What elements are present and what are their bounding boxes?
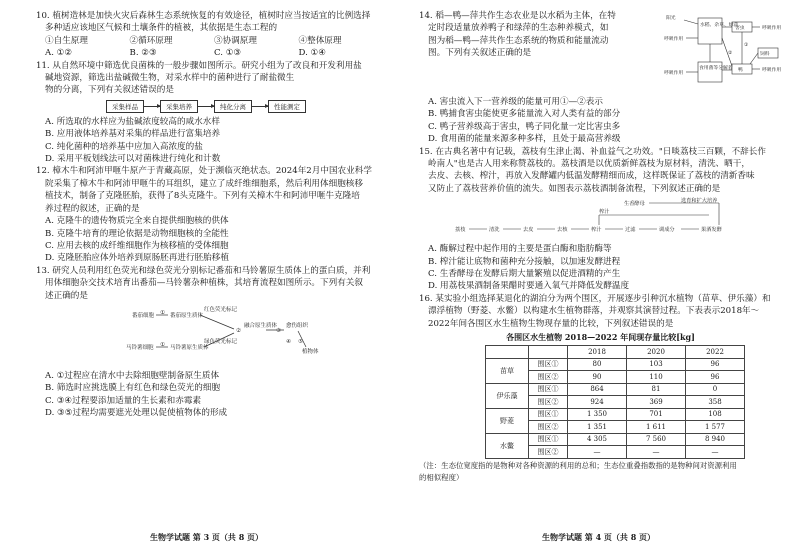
q10-option-c: C. ①③ — [214, 48, 242, 59]
q14-stem-line4: 图。下列有关叙述正确的是 — [428, 48, 532, 59]
q16-year-2018: 2018 — [568, 346, 627, 359]
q16-table-title: 各围区水生植物 2018—2022 年间现存量比较[kg] — [506, 332, 695, 343]
q16-stem-line3: 2022年间各围区水生植物生物现存量的比较，下列叙述错误的是 — [428, 318, 674, 329]
q16-biomass-table — [485, 345, 745, 459]
q11-option-b: B. 应用液体培养基对采集的样品进行富集培养 — [45, 129, 221, 140]
q16-year-2020: 2020 — [627, 346, 686, 359]
q13-fused-protoplast: 融合原生质体 — [244, 322, 278, 329]
q16-year-2022: 2022 — [686, 346, 745, 359]
q16-zone: 围区② — [529, 396, 568, 409]
q12-stem-line4: 养过程的叙述，正确的是 — [45, 203, 140, 214]
q10-item-4: ④整体原理 — [298, 35, 342, 46]
q14-stem-line3: 图为稻—鸭—萍共作生态系统的物质和能量流动 — [428, 35, 609, 46]
q15-step-2: 清洗 — [489, 227, 500, 234]
q16-cell: 8 940 — [686, 433, 745, 446]
q11-flow-step-4: 性能测定 — [268, 100, 306, 113]
q15-stem-line4: 又防止了荔枝营养价值的流失。如图表示荔枝酒制备流程，下列叙述正确的是 — [428, 183, 721, 194]
q11-flow-step-2: 采集培养 — [160, 100, 198, 113]
q11-stem-line1: 11. 从自然环境中筛选优良菌株的一般步骤如图所示。研究小组为了改良和开发利用盐 — [36, 60, 362, 71]
q13-step-3: ③ — [276, 327, 281, 334]
q13-option-a: A. ①过程应在清水中去除细胞壁制备原生质体 — [45, 370, 220, 381]
q16-cell: 0 — [686, 383, 745, 396]
question-13 — [36, 265, 383, 420]
q13-option-c: C. ③④过程要添加适量的生长素和赤霉素 — [45, 395, 202, 406]
q16-cell: 864 — [568, 383, 627, 396]
q15-option-b: B. 榨汁能让底物和菌种充分接触，以加速发酵进程 — [428, 256, 621, 267]
q14-duck: 鸭 — [738, 68, 743, 73]
q15-step-4: 去核 — [557, 227, 568, 234]
q16-plant: 苗草 — [486, 358, 529, 383]
q13-step-2: ② — [236, 327, 241, 334]
q15-step-3: 去皮 — [523, 227, 534, 234]
q16-cell: 90 — [568, 371, 627, 384]
q15-step-5: 榨汁 — [591, 227, 602, 234]
q14-stem-line1: 14. 稻—鸭—萍共作生态农业是以水稻为主体，在特 — [419, 11, 616, 21]
q16-plant: 野菱 — [486, 408, 529, 433]
q12-stem-line3: 植技术，制备了克隆胚胎，获得了8头克隆牛。下列有关樟木牛和阿沛甲咂牛克隆培 — [45, 191, 360, 202]
q15-option-d: D. 用荔枝果酒制备果醋时要通入氧气并降低发酵温度 — [428, 281, 630, 292]
q14-breath-4: 呼吸作用 — [664, 71, 684, 76]
q13-potato-protoplast: 马铃薯原生质体 — [170, 344, 209, 351]
q16-stem-line2: 漂浮植物（野菱、水鳖）以构建水生植物群落，并观察其演替过程。下表表示2018年～ — [428, 306, 760, 317]
q16-cell: 1 350 — [568, 408, 627, 421]
q14-arrow-1: ① — [744, 43, 749, 48]
q10-stem-line1: 10. 植树造林是加快火灾后森林生态系统恢复的有效途径，植树时应当按适宜的比例选择 — [36, 11, 371, 21]
q13-tomato-protoplast: 番茄原生质体 — [170, 312, 204, 319]
q13-step-1: ① — [160, 309, 165, 316]
q12-option-d: D. 克隆胚胎应体外培养到原肠胚再进行胚胎移植 — [45, 253, 229, 264]
q13-option-b: B. 筛选时应挑选膜上有红色和绿色荧光的细胞 — [45, 383, 221, 394]
question-11 — [36, 60, 383, 166]
question-14 — [419, 10, 782, 146]
table-row — [486, 408, 745, 421]
q16-zone: 围区① — [529, 433, 568, 446]
arrow-right-icon — [252, 106, 268, 107]
q10-option-d: D. ①④ — [298, 48, 326, 59]
q14-breath-2: 呼吸作用 — [664, 37, 684, 42]
q14-stem-line2: 定时段适量放养鸭子和绿萍的生态种养模式，如 — [428, 23, 609, 34]
q10-item-3: ③协调原理 — [214, 35, 257, 46]
q14-breath-3: 呼吸作用 — [762, 68, 782, 73]
q15-branch-juice: 榨汁 — [599, 209, 610, 216]
q16-cell: — — [627, 446, 686, 459]
q12-option-c: C. 应用去核的成纤维细胞作为核移植的受体细胞 — [45, 240, 229, 251]
q16-zone: 围区② — [529, 446, 568, 459]
q14-rice: 水稻、杂草、绿萍 — [700, 23, 739, 28]
question-12 — [36, 165, 383, 264]
q11-option-a: A. 所选取的水样应为盐碱浓度较高的咸水水样 — [45, 116, 220, 127]
q10-option-a: A. ①② — [45, 48, 73, 59]
q15-process-diagram — [449, 197, 782, 241]
q13-option-d: D. ③⑤过程均需要遮光处理以促使植物体的形成 — [45, 408, 228, 419]
q16-stem-line1: 16. 某实验小组选择某退化的湖泊分为两个围区，开展逐步引种沉水植物（苗草、伊乐藻）和 — [419, 293, 771, 304]
q13-tomato-cell: 番茄细胞 — [132, 312, 155, 319]
right-page — [397, 0, 794, 551]
q16-zone: 围区② — [529, 371, 568, 384]
q13-callus: 愈伤组织 — [286, 322, 309, 329]
q10-item-1: ①自生原理 — [45, 35, 88, 46]
q16-cell: 80 — [568, 358, 627, 371]
q14-option-d: D. 食用菌的能量来源多种多样，且处于最高营养级 — [428, 134, 621, 145]
q13-plant: 植物体 — [302, 348, 319, 355]
q11-stem-line2: 碱地资源，筛选出盐碱微生物，对采水样中的菌种进行了耐盐微生 — [45, 73, 295, 84]
table-row — [486, 383, 745, 396]
q16-cell: — — [568, 446, 627, 459]
q16-note-line1: （注：生态位宽度指的是物种对各种资源的利用的总和；生态位重叠指数指的是物种间对资源利用 — [419, 460, 737, 470]
q16-cell: 369 — [627, 396, 686, 409]
q16-cell: 108 — [686, 408, 745, 421]
q13-step-1b: ① — [160, 341, 165, 348]
q16-cell: 358 — [686, 396, 745, 409]
table-row — [486, 433, 745, 446]
q16-cell: 103 — [627, 358, 686, 371]
q16-plant: 水鳖 — [486, 433, 529, 458]
q13-stem-line1: 13. 研究人员利用红色荧光和绿色荧光分别标记番茄和马铃薯原生质体上的蛋白质，并利 — [36, 265, 371, 276]
q11-flow-diagram — [106, 100, 383, 113]
q14-energy-svg — [664, 10, 782, 92]
q16-cell: 4 305 — [568, 433, 627, 446]
q15-step-6: 过滤 — [625, 227, 636, 234]
question-10 — [36, 10, 383, 60]
q15-branch-yeast: 生香酵母 — [624, 201, 645, 208]
q16-cell: — — [686, 446, 745, 459]
q14-option-a: A. 害虫流入下一营养级的能量可用①—②表示 — [428, 97, 603, 107]
q16-zone: 围区① — [529, 408, 568, 421]
q16-cell: 1 611 — [627, 421, 686, 434]
q15-stem-line3: 去皮、去核、榨汁，再放入发酵罐内低温发酵精细而成，这样既保证了荔枝的清新香味 — [428, 171, 755, 182]
q11-option-c: C. 纯化菌种的培养基中应加入高浓度的盐 — [45, 141, 203, 152]
q10-option-b: B. ②③ — [129, 48, 157, 59]
q10-item-2: ②循环原理 — [129, 35, 173, 46]
q16-cell: 96 — [686, 358, 745, 371]
q15-step-1: 荔枝 — [455, 227, 466, 234]
q16-zone: 围区① — [529, 383, 568, 396]
q11-flow-step-3: 纯化分离 — [214, 100, 252, 113]
q14-arrow-2: ② — [728, 51, 733, 56]
q10-stem-line2: 多种适应该地区气候和土壤条件的植被，其依据是生态工程的 — [45, 23, 278, 34]
q12-stem-line2: 院采集了樟木牛和阿沛甲咂牛的耳组织，建立了成纤维细胞系，然后利用体细胞核移 — [45, 178, 363, 189]
q15-step-7: 调成分 — [659, 227, 675, 234]
q13-fusion-diagram — [126, 305, 383, 367]
q11-flow-step-1: 采集样品 — [106, 100, 144, 113]
q14-breath-1: 呼吸作用 — [762, 26, 782, 31]
q13-stem-line2: 用体细胞杂交技术培育出番茄—马铃薯杂种植株，其培育流程如图所示。下列有关叙 — [45, 278, 363, 289]
q16-plant: 伊乐藻 — [486, 383, 529, 408]
q16-cell: 701 — [627, 408, 686, 421]
q15-option-c: C. 生香酵母在发酵后期大量繁殖以促进酒精的产生 — [428, 269, 621, 280]
q13-step-5: ⑤ — [298, 338, 303, 345]
q14-option-b: B. 鸭捕食害虫能使更多能量流入对人类有益的部分 — [428, 109, 621, 120]
q13-step-4: ④ — [286, 338, 291, 345]
q14-sun: 阳光 — [666, 16, 676, 21]
arrow-right-icon — [144, 106, 160, 107]
q15-branch-cultivate: 选育和扩大培养 — [681, 198, 718, 205]
q15-option-a: A. 酶解过程中起作用的主要是蛋白酶和脂肪酶等 — [428, 244, 612, 255]
q13-stem-line3: 述正确的是 — [45, 290, 88, 301]
q16-zone: 围区① — [529, 358, 568, 371]
question-15 — [419, 146, 782, 293]
q14-pest: 害虫 — [735, 26, 745, 31]
q16-cell: 1 351 — [568, 421, 627, 434]
q13-green-label: 绿色荧光标记 — [204, 338, 238, 345]
q14-option-c: C. 鸭子营养级高于害虫，鸭子同化量一定比害虫多 — [428, 121, 621, 132]
table-row — [486, 358, 745, 371]
q16-note-line2: 的相似程度） — [419, 473, 464, 483]
q12-stem-line1: 12. 樟木牛和阿沛甲咂牛原产于青藏高原，处于濒临灭绝状态。2024年2月中国农业科学 — [36, 166, 372, 177]
q14-energy-flow-diagram — [664, 10, 782, 96]
q12-option-a: A. 克隆牛的遗传物质完全来自提供细胞核的供体 — [45, 216, 229, 227]
right-page-footer: 生物学试题 第 4 页（共 8 页） — [542, 532, 656, 542]
q16-zone: 围区② — [529, 421, 568, 434]
q16-cell: 96 — [686, 371, 745, 384]
q13-fusion-svg — [126, 305, 326, 363]
arrow-right-icon — [198, 106, 214, 107]
q15-stem-line1: 15. 在古典名著中有记载，荔枝有生津止渴、补血益气之功效。"日啖荔枝三百颗，不辞长作 — [419, 146, 766, 157]
q14-fungus: 食用菌等分解者 — [699, 66, 733, 71]
q16-cell: 924 — [568, 396, 627, 409]
question-16 — [419, 293, 782, 484]
q15-process-svg — [449, 197, 759, 237]
q15-stem-line2: 岭南人"也是古人用来称赞荔枝的。荔枝酒是以优质新鲜荔枝为原材料，清洗、晒干， — [428, 159, 750, 170]
q14-feed: 饲料 — [760, 52, 770, 57]
q13-red-label: 红色荧光标记 — [204, 306, 238, 313]
q16-cell: 110 — [627, 371, 686, 384]
q11-stem-line3: 物的分离，下列有关叙述错误的是 — [45, 85, 174, 96]
q16-cell: 1 577 — [686, 421, 745, 434]
q16-cell: 7 560 — [627, 433, 686, 446]
q11-option-d: D. 采用平板划线法可以对菌株进行纯化和计数 — [45, 154, 221, 165]
q13-potato-cell: 马铃薯细胞 — [126, 344, 154, 351]
q15-step-8: 果酒发酵 — [701, 227, 722, 234]
left-page-footer: 生物学试题 第 3 页（共 8 页） — [150, 532, 264, 542]
q12-option-b: B. 克隆牛培育的理论依据是动物细胞核的全能性 — [45, 228, 229, 239]
q16-cell: 81 — [627, 383, 686, 396]
